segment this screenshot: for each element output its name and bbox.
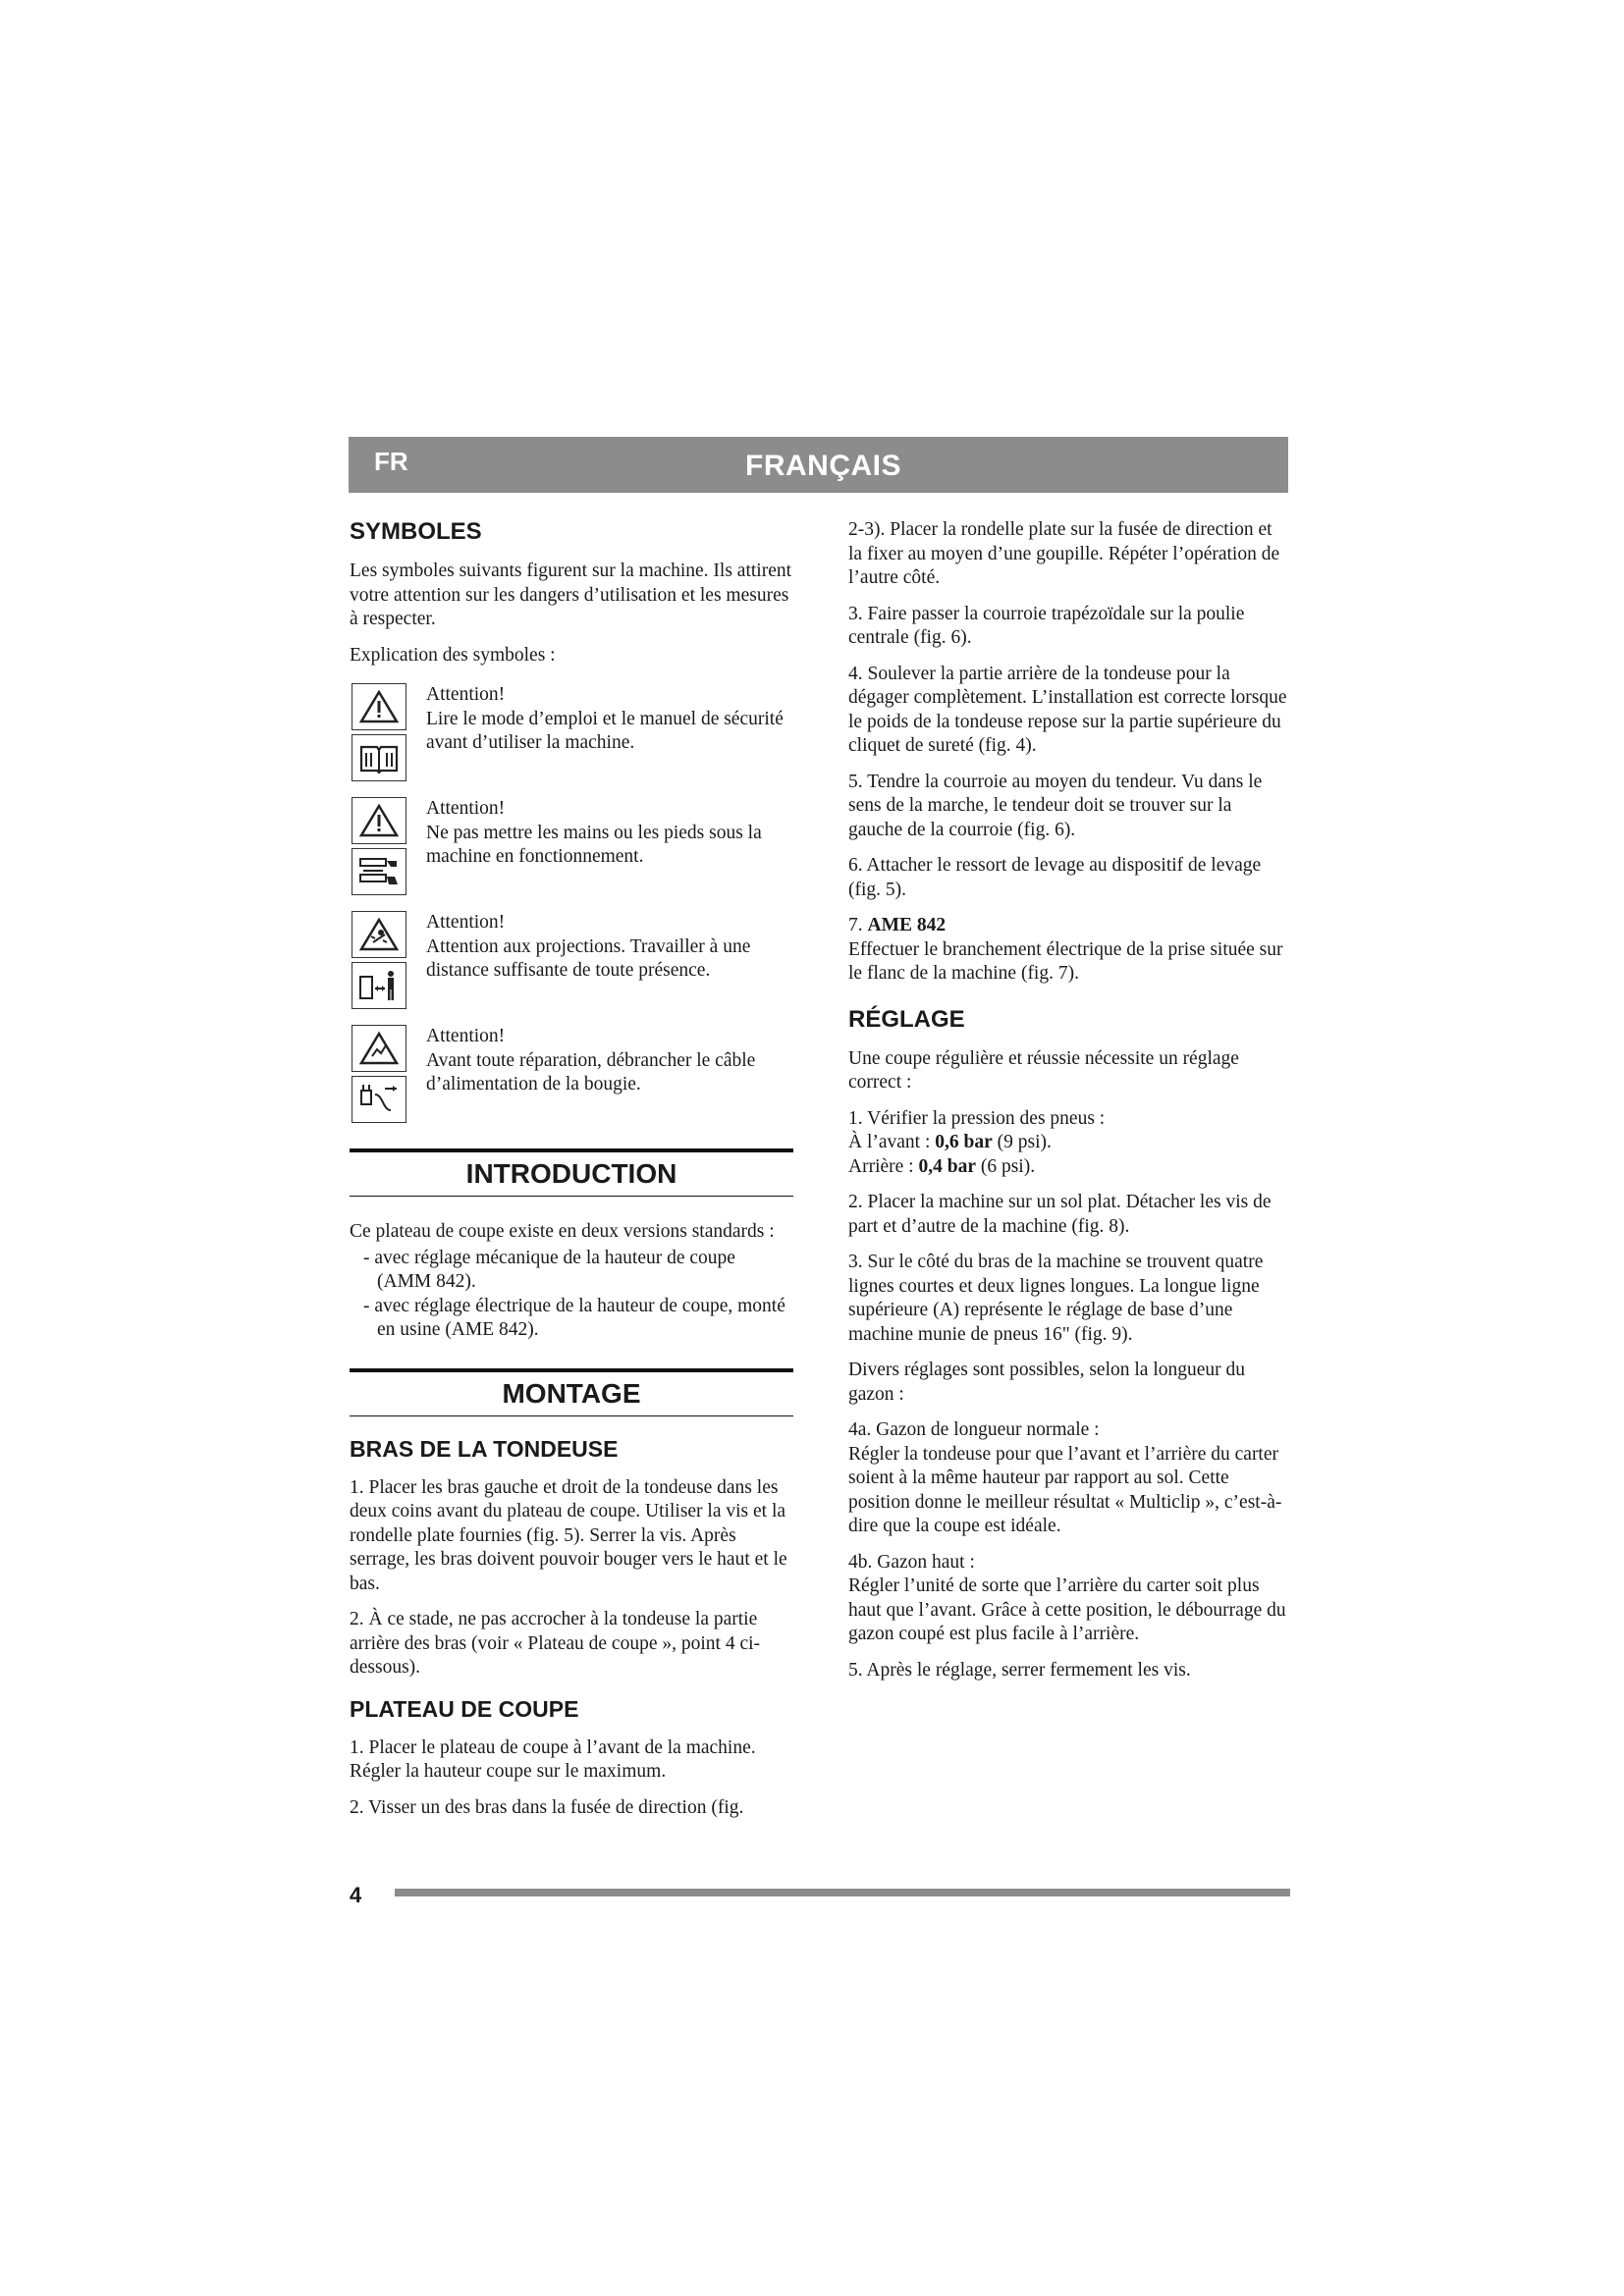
manual-book-icon — [352, 734, 406, 781]
reglage-paragraph: Une coupe régulière et réussie nécessite un réglage correct : — [848, 1047, 1239, 1093]
symbol-head: Attention! — [426, 798, 506, 819]
montage-heading: MONTAGE — [502, 1377, 641, 1409]
projection-warning-icon — [352, 911, 406, 958]
language-code: FR — [374, 447, 408, 476]
page-number: 4 — [350, 1883, 362, 1907]
symbol-item — [350, 911, 793, 1017]
front-value: 0,6 bar — [935, 1132, 993, 1152]
front-psi: (9 psi). — [992, 1132, 1052, 1152]
reglage-4b-head: 4b. Gazon haut : — [848, 1551, 975, 1573]
warning-triangle-icon — [352, 797, 406, 844]
symbol-text: Avant toute réparation, débrancher le câble d’alimentation de la bougie. — [426, 1049, 756, 1095]
montage-paragraph-ame — [848, 914, 1288, 987]
rear-label: Arrière : — [848, 1155, 919, 1177]
symbol-item — [350, 1025, 793, 1131]
rear-psi: (6 psi). — [975, 1155, 1036, 1177]
plateau-heading: PLATEAU DE COUPE — [350, 1695, 579, 1722]
introduction-bullet: - avec réglage mécanique de la hauteur de coupe (AMM 842). — [363, 1247, 735, 1292]
introduction-bullet: - avec réglage électrique de la hauteur de coupe, monté en usine (AME 842). — [363, 1295, 785, 1340]
front-label: À l’avant : — [848, 1132, 936, 1152]
reglage-paragraph: 2. Placer la machine sur un sol plat. Détacher les vis de part et d’autre de la machine (fig. 8). — [848, 1192, 1272, 1237]
reglage-paragraph: 3. Sur le côté du bras de la machine se trouvent quatre lignes courtes et deux lignes longues. La longue ligne supérieure (A) représente le réglage de base d’une machine munie de pneus 16" (fig. 9). — [848, 1252, 1264, 1345]
reglage-heading: RÉGLAGE — [848, 1005, 965, 1033]
symbol-head: Attention! — [426, 684, 506, 705]
right-column — [848, 518, 1288, 1694]
plateau-paragraph: 1. Placer le plateau de coupe à l’avant de la machine. Régler la hauteur coupe sur le maximum. — [350, 1736, 756, 1782]
symbol-text: Ne pas mettre les mains ou les pieds sous la machine en fonctionnement. — [426, 822, 762, 867]
reglage-4b-text: Régler l’unité de sorte que l’arrière du carter soit plus haut que l’avant. Grâce à cette position, le débourrage du gazon coupé est plus facile à l’arrière. — [848, 1575, 1286, 1644]
hand-foot-blade-icon — [352, 848, 406, 895]
footer-rule — [395, 1889, 1290, 1896]
symbol-item — [350, 797, 793, 903]
disconnect-plug-icon — [352, 1076, 406, 1123]
tire-pressure-paragraph — [848, 1107, 1288, 1180]
tire-pressure-line: 1. Vérifier la pression des pneus : — [848, 1107, 1106, 1129]
ame-text: Effectuer le branchement électrique de la prise située sur le flanc de la machine (fig. 7). — [848, 938, 1283, 984]
montage-paragraph: 6. Attacher le ressort de levage au dispositif de levage (fig. 5). — [848, 855, 1262, 900]
symbol-text: Lire le mode d’emploi et le manuel de sécurité avant d’utiliser la machine. — [426, 708, 784, 753]
reglage-paragraph-4b — [848, 1551, 1288, 1647]
spark-plug-warning-icon — [352, 1025, 406, 1072]
symbol-head: Attention! — [426, 912, 506, 933]
symboles-intro: Les symboles suivants figurent sur la machine. Ils attirent votre attention sur les dangers d’utilisation et les mesures à respecter. — [350, 561, 792, 629]
reglage-paragraph: 5. Après le réglage, serrer fermement les vis. — [848, 1659, 1191, 1681]
warning-triangle-icon — [352, 683, 406, 730]
reglage-4a-text: Régler la tondeuse pour que l’avant et l’arrière du carter soient à la même hauteur par rapport au sol. Cette position donne le meilleur résultat « Multiclip », c’est-à-dire que la coupe est idéale. — [848, 1443, 1282, 1536]
bras-paragraph: 1. Placer les bras gauche et droit de la tondeuse dans les deux coins avant du plateau de coupe. Utiliser la vis et la rondelle plate fournies (fig. 5). Serrer la vis. Après serrage, les bras doivent pouvoir bouger vers le haut et le bas. — [350, 1476, 787, 1594]
left-column — [350, 518, 793, 1832]
montage-paragraph: 4. Soulever la partie arrière de la tondeuse pour la dégager complètement. L’installation est correcte lorsque le poids de la tondeuse repose sur la partie supérieure du cliquet de sureté (fig. 4). — [848, 663, 1287, 756]
language-title: FRANÇAIS — [745, 450, 901, 482]
reglage-paragraph: Divers réglages sont possibles, selon la longueur du gazon : — [848, 1360, 1246, 1405]
montage-paragraph: 2-3). Placer la rondelle plate sur la fusée de direction et la fixer au moyen d’une goupille. Répéter l’opération de l’autre côté. — [848, 519, 1280, 588]
montage-paragraph: 3. Faire passer la courroie trapézoïdale sur la poulie centrale (fig. 6). — [848, 603, 1245, 648]
montage-paragraph: 5. Tendre la courroie au moyen du tendeur. Vu dans le sens de la marche, le tendeur doit se trouver sur la gauche de la courroie (fig. 6). — [848, 771, 1263, 840]
symboles-explication: Explication des symboles : — [350, 644, 556, 666]
introduction-text: Ce plateau de coupe existe en deux versions standards : — [350, 1221, 775, 1242]
reglage-4a-head: 4a. Gazon de longueur normale : — [848, 1419, 1100, 1440]
reglage-paragraph-4a — [848, 1418, 1288, 1539]
symboles-heading: SYMBOLES — [350, 518, 482, 545]
symbol-item — [350, 683, 793, 789]
introduction-heading: INTRODUCTION — [465, 1158, 677, 1189]
ame-label: AME 842 — [867, 915, 947, 935]
plateau-paragraph: 2. Visser un des bras dans la fusée de direction (fig. — [350, 1796, 744, 1818]
bras-paragraph: 2. À ce stade, ne pas accrocher à la tondeuse la partie arrière des bras (voir « Plateau de coupe », point 4 ci-dessous). — [350, 1609, 761, 1678]
symbol-text: Attention aux projections. Travailler à une distance suffisante de toute présence. — [426, 935, 751, 981]
bras-heading: BRAS DE LA TONDEUSE — [350, 1435, 619, 1462]
language-banner — [349, 437, 1288, 493]
montage-section-bar — [350, 1368, 793, 1416]
step-number: 7. — [848, 915, 868, 935]
introduction-section-bar — [350, 1148, 793, 1197]
safe-distance-icon — [352, 962, 406, 1009]
symbol-head: Attention! — [426, 1026, 506, 1046]
rear-value: 0,4 bar — [918, 1155, 976, 1177]
